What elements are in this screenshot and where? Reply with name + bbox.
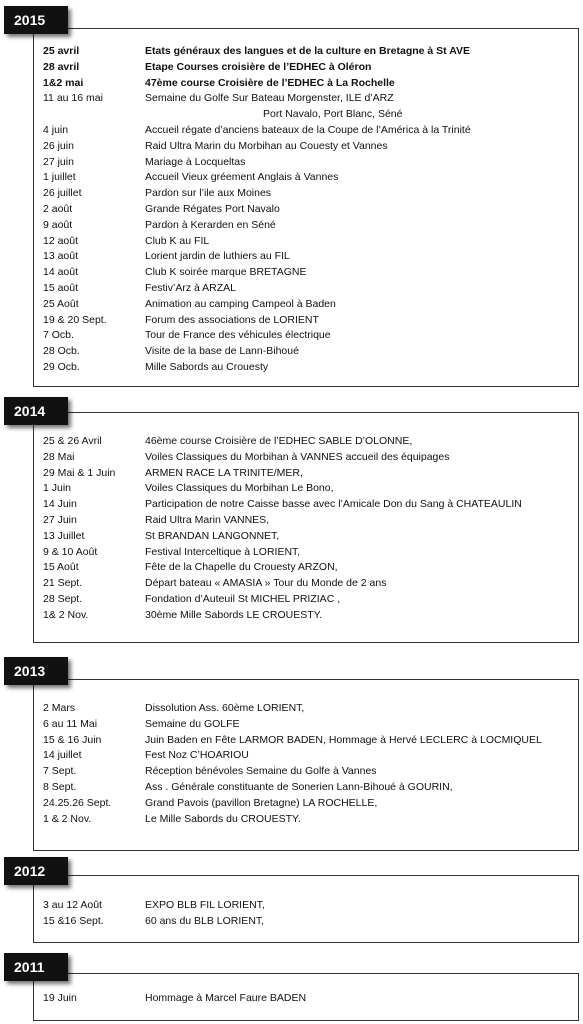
event-description: Lorient jardin de luthiers au FIL bbox=[145, 250, 290, 263]
event-date: 25 Août bbox=[43, 297, 79, 310]
event-date: 26 juin bbox=[43, 139, 74, 152]
event-date: 27 juin bbox=[43, 155, 74, 168]
event-description: Mariage à Locqueltas bbox=[145, 155, 246, 168]
event-description: Voiles Classiques du Morbihan Le Bono, bbox=[145, 482, 334, 495]
event-description: Fondation d’Auteuil St MICHEL PRIZIAC , bbox=[145, 592, 341, 605]
event-description: Fest Noz C’HOARIOU bbox=[145, 749, 249, 762]
year-label: 2011 bbox=[4, 953, 68, 981]
year-label: 2012 bbox=[4, 857, 68, 885]
event-date: 2 Mars bbox=[43, 702, 76, 714]
event-date: 1 juillet bbox=[43, 171, 76, 184]
event-date: 14 Juin bbox=[43, 498, 77, 511]
event-description: 46ème course Croisière de l’EDHEC SABLE D’OLONNE, bbox=[145, 435, 413, 447]
event-description: Semaine du GOLFE bbox=[145, 717, 240, 730]
event-description: Festiv’Arz à ARZAL bbox=[145, 281, 237, 294]
event-date: 21 Sept. bbox=[43, 577, 83, 590]
event-description: Participation de notre Caisse basse avec l’Amicale Don du Sang à CHATEAULIN bbox=[145, 498, 522, 511]
event-description: Semaine du Golfe Sur Bateau Morgenster, ILE d’ARZ bbox=[145, 92, 394, 105]
event-description: Raid Ultra Marin du Morbihan au Couesty et Vannes bbox=[145, 139, 388, 152]
year-label: 2013 bbox=[4, 657, 68, 685]
event-description: Grand Pavois (pavillon Bretagne) LA ROCHELLE, bbox=[145, 796, 378, 809]
event-description: Ass . Générale constituante de Sonerien Lann-Bihoué à GOURIN, bbox=[145, 780, 453, 793]
event-description: 47ème course Croisière de l’EDHEC à La Rochelle bbox=[145, 76, 395, 89]
event-description: Club K soirée marque BRETAGNE bbox=[145, 266, 307, 279]
event-date: 25 avril bbox=[43, 45, 80, 57]
event-date: 28 avril bbox=[43, 60, 80, 73]
event-description: Réception bénévoles Semaine du Golfe à Vannes bbox=[145, 765, 377, 778]
event-description: Port Navalo, Port Blanc, Séné bbox=[263, 108, 403, 121]
event-date: 14 juillet bbox=[43, 749, 82, 762]
event-date: 15 & 16 Juin bbox=[43, 733, 102, 746]
event-date: 1&2 mai bbox=[43, 76, 84, 89]
event-description: Club K au FIL bbox=[145, 234, 210, 247]
event-description: Tour de France des véhicules électrique bbox=[145, 329, 331, 342]
event-description: Accueil Vieux gréement Anglais à Vannes bbox=[145, 171, 339, 184]
event-description: Raid Ultra Marin VANNES, bbox=[145, 513, 270, 526]
year-label: 2015 bbox=[4, 6, 68, 34]
event-date: 14 août bbox=[43, 266, 79, 279]
event-description: ARMEN RACE LA TRINITE/MER, bbox=[145, 466, 303, 479]
event-description: Etape Courses croisière de l’EDHEC à Oléron bbox=[145, 60, 372, 73]
event-date: 4 juin bbox=[43, 123, 69, 136]
event-date: 28 Sept. bbox=[43, 592, 83, 605]
event-description: Le Mille Sabords du CROUESTY. bbox=[145, 812, 301, 825]
event-description: Accueil régate d’anciens bateaux de la Coupe de l’América à la Trinité bbox=[145, 123, 471, 136]
event-description: Mille Sabords au Crouesty bbox=[145, 360, 269, 373]
event-date: 1 Juin bbox=[43, 482, 72, 495]
event-description: Juin Baden en Fête LARMOR BADEN, Hommage à Hervé LECLERC à LOCMIQUEL bbox=[145, 733, 542, 746]
event-date: 1 & 2 Nov. bbox=[43, 812, 92, 825]
event-date: 26 juillet bbox=[43, 187, 82, 200]
event-description: Visite de la base de Lann-Bihoué bbox=[145, 345, 299, 358]
event-date: 7 Ocb. bbox=[43, 329, 74, 342]
event-description: Voiles Classiques du Morbihan à VANNES accueil des équipages bbox=[145, 450, 450, 463]
event-date: 24.25.26 Sept. bbox=[43, 796, 112, 809]
event-description: Etats généraux des langues et de la culture en Bretagne à St AVE bbox=[145, 45, 471, 57]
event-description: Festival Interceltique à LORIENT, bbox=[145, 545, 301, 558]
event-date: 28 Mai bbox=[43, 450, 75, 463]
event-date: 15 août bbox=[43, 281, 79, 294]
event-date: 9 août bbox=[43, 218, 73, 231]
event-date: 6 au 11 Mai bbox=[43, 717, 98, 730]
event-date: 12 août bbox=[43, 234, 79, 247]
event-description: Départ bateau « AMASIA » Tour du Monde de 2 ans bbox=[145, 577, 387, 590]
event-description: Dissolution Ass. 60ème LORIENT, bbox=[145, 702, 305, 714]
event-date: 13 août bbox=[43, 250, 79, 263]
event-date: 15 Août bbox=[43, 561, 79, 574]
event-date: 11 au 16 mai bbox=[43, 92, 103, 105]
event-date: 25 & 26 Avril bbox=[43, 435, 102, 447]
event-description: St BRANDAN LANGONNET, bbox=[145, 529, 280, 542]
event-date: 9 & 10 Août bbox=[43, 545, 98, 558]
event-date: 27 Juin bbox=[43, 513, 77, 526]
event-date: 1& 2 Nov. bbox=[43, 608, 89, 621]
event-date: 8 Sept. bbox=[43, 780, 77, 793]
event-description: Fête de la Chapelle du Crouesty ARZON, bbox=[145, 561, 338, 574]
event-description: 30ème Mille Sabords LE CROUESTY. bbox=[145, 608, 323, 621]
event-description: Pardon à Kerarden en Séné bbox=[145, 218, 276, 231]
event-description: Forum des associations de LORIENT bbox=[145, 313, 319, 326]
event-date: 2 août bbox=[43, 202, 73, 215]
event-description: Grande Régates Port Navalo bbox=[145, 202, 280, 215]
event-date: 29 Ocb. bbox=[43, 360, 80, 373]
event-date: 7 Sept. bbox=[43, 765, 77, 778]
year-event-box bbox=[33, 875, 579, 943]
event-date: 28 Ocb. bbox=[43, 345, 80, 358]
event-date: 13 Juillet bbox=[43, 529, 85, 542]
event-description: 60 ans du BLB LORIENT, bbox=[145, 914, 265, 927]
event-date: 19 Juin bbox=[43, 992, 77, 1004]
event-date: 29 Mai & 1 Juin bbox=[43, 466, 116, 479]
event-description: Pardon sur l’ile aux Moines bbox=[145, 187, 272, 200]
event-date: 15 &16 Sept. bbox=[43, 914, 104, 927]
event-date: 3 au 12 Août bbox=[43, 899, 102, 911]
year-label: 2014 bbox=[4, 397, 68, 425]
event-date: 19 & 20 Sept. bbox=[43, 313, 107, 326]
event-description: Animation au camping Campeol à Baden bbox=[145, 297, 336, 310]
event-description: Hommage à Marcel Faure BADEN bbox=[145, 992, 307, 1004]
event-description: EXPO BLB FIL LORIENT, bbox=[145, 899, 265, 911]
